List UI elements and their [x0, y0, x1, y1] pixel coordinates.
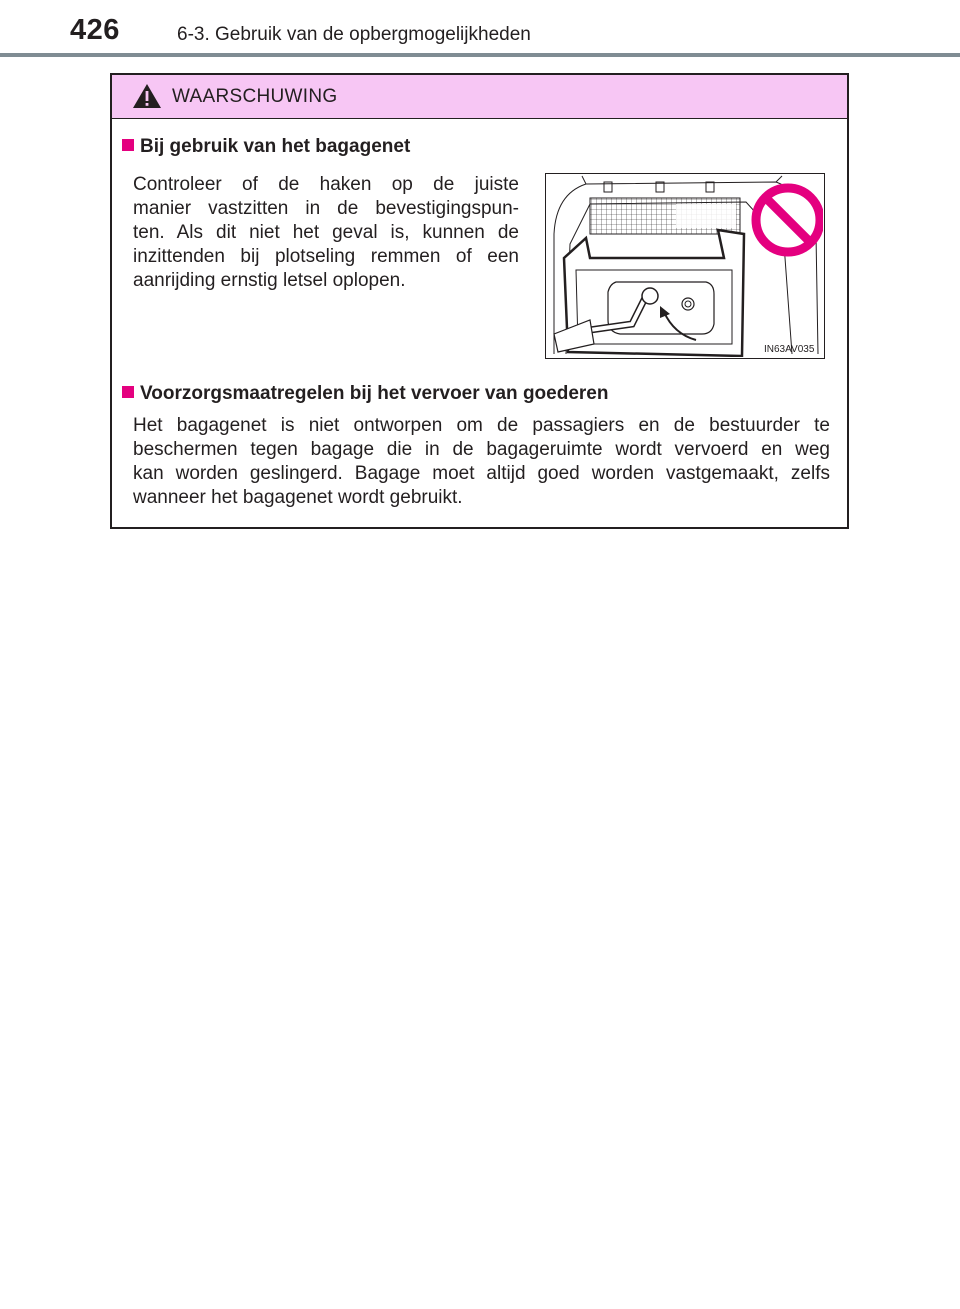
page-number: 426: [70, 14, 120, 46]
section-heading-net-use: Bij gebruik van het bagagenet: [122, 136, 410, 158]
section-heading-cargo-transport: Voorzorgsmaatregelen bij het vervoer van goederen: [122, 383, 608, 405]
cargo-net-drawing: [546, 174, 823, 357]
cargo-net-illustration: [545, 173, 825, 359]
text-line: Controleer of de haken op de juiste: [133, 174, 519, 195]
page-header: [0, 0, 960, 60]
text-line: beschermen tegen bagage die in de bagageruimte wordt vervoerd en weg: [133, 439, 830, 460]
warning-header: [112, 75, 847, 119]
text-line: aanrijding ernstig letsel oplopen.: [133, 270, 406, 291]
figure-code: IN63AV035: [764, 344, 815, 355]
warning-box: [110, 73, 849, 529]
text-line: wanneer het bagagenet wordt gebruikt.: [133, 487, 463, 508]
bullet-square-icon: [122, 139, 134, 151]
prohibited-sign-icon: [756, 188, 820, 252]
text-line: kan worden geslingerd. Bagage moet altijd goed worden vastgemaakt, zelfs: [133, 463, 830, 484]
text-line: inzittenden bij plotseling remmen of een: [133, 246, 519, 267]
header-divider: [0, 53, 960, 57]
warning-triangle-icon: [132, 83, 162, 109]
section-title: 6-3. Gebruik van de opbergmogelijkheden: [177, 24, 531, 45]
text-line: manier vastzitten in de bevestigingspun-: [133, 198, 519, 219]
text-line: Het bagagenet is niet ontworpen om de passagiers en de bestuurder te: [133, 415, 830, 436]
bullet-square-icon: [122, 386, 134, 398]
text-line: ten. Als dit niet het geval is, kunnen de: [133, 222, 519, 243]
section-body-net-use: [133, 173, 519, 293]
section-body-cargo-transport: [133, 414, 830, 510]
warning-title: WAARSCHUWING: [172, 86, 338, 107]
